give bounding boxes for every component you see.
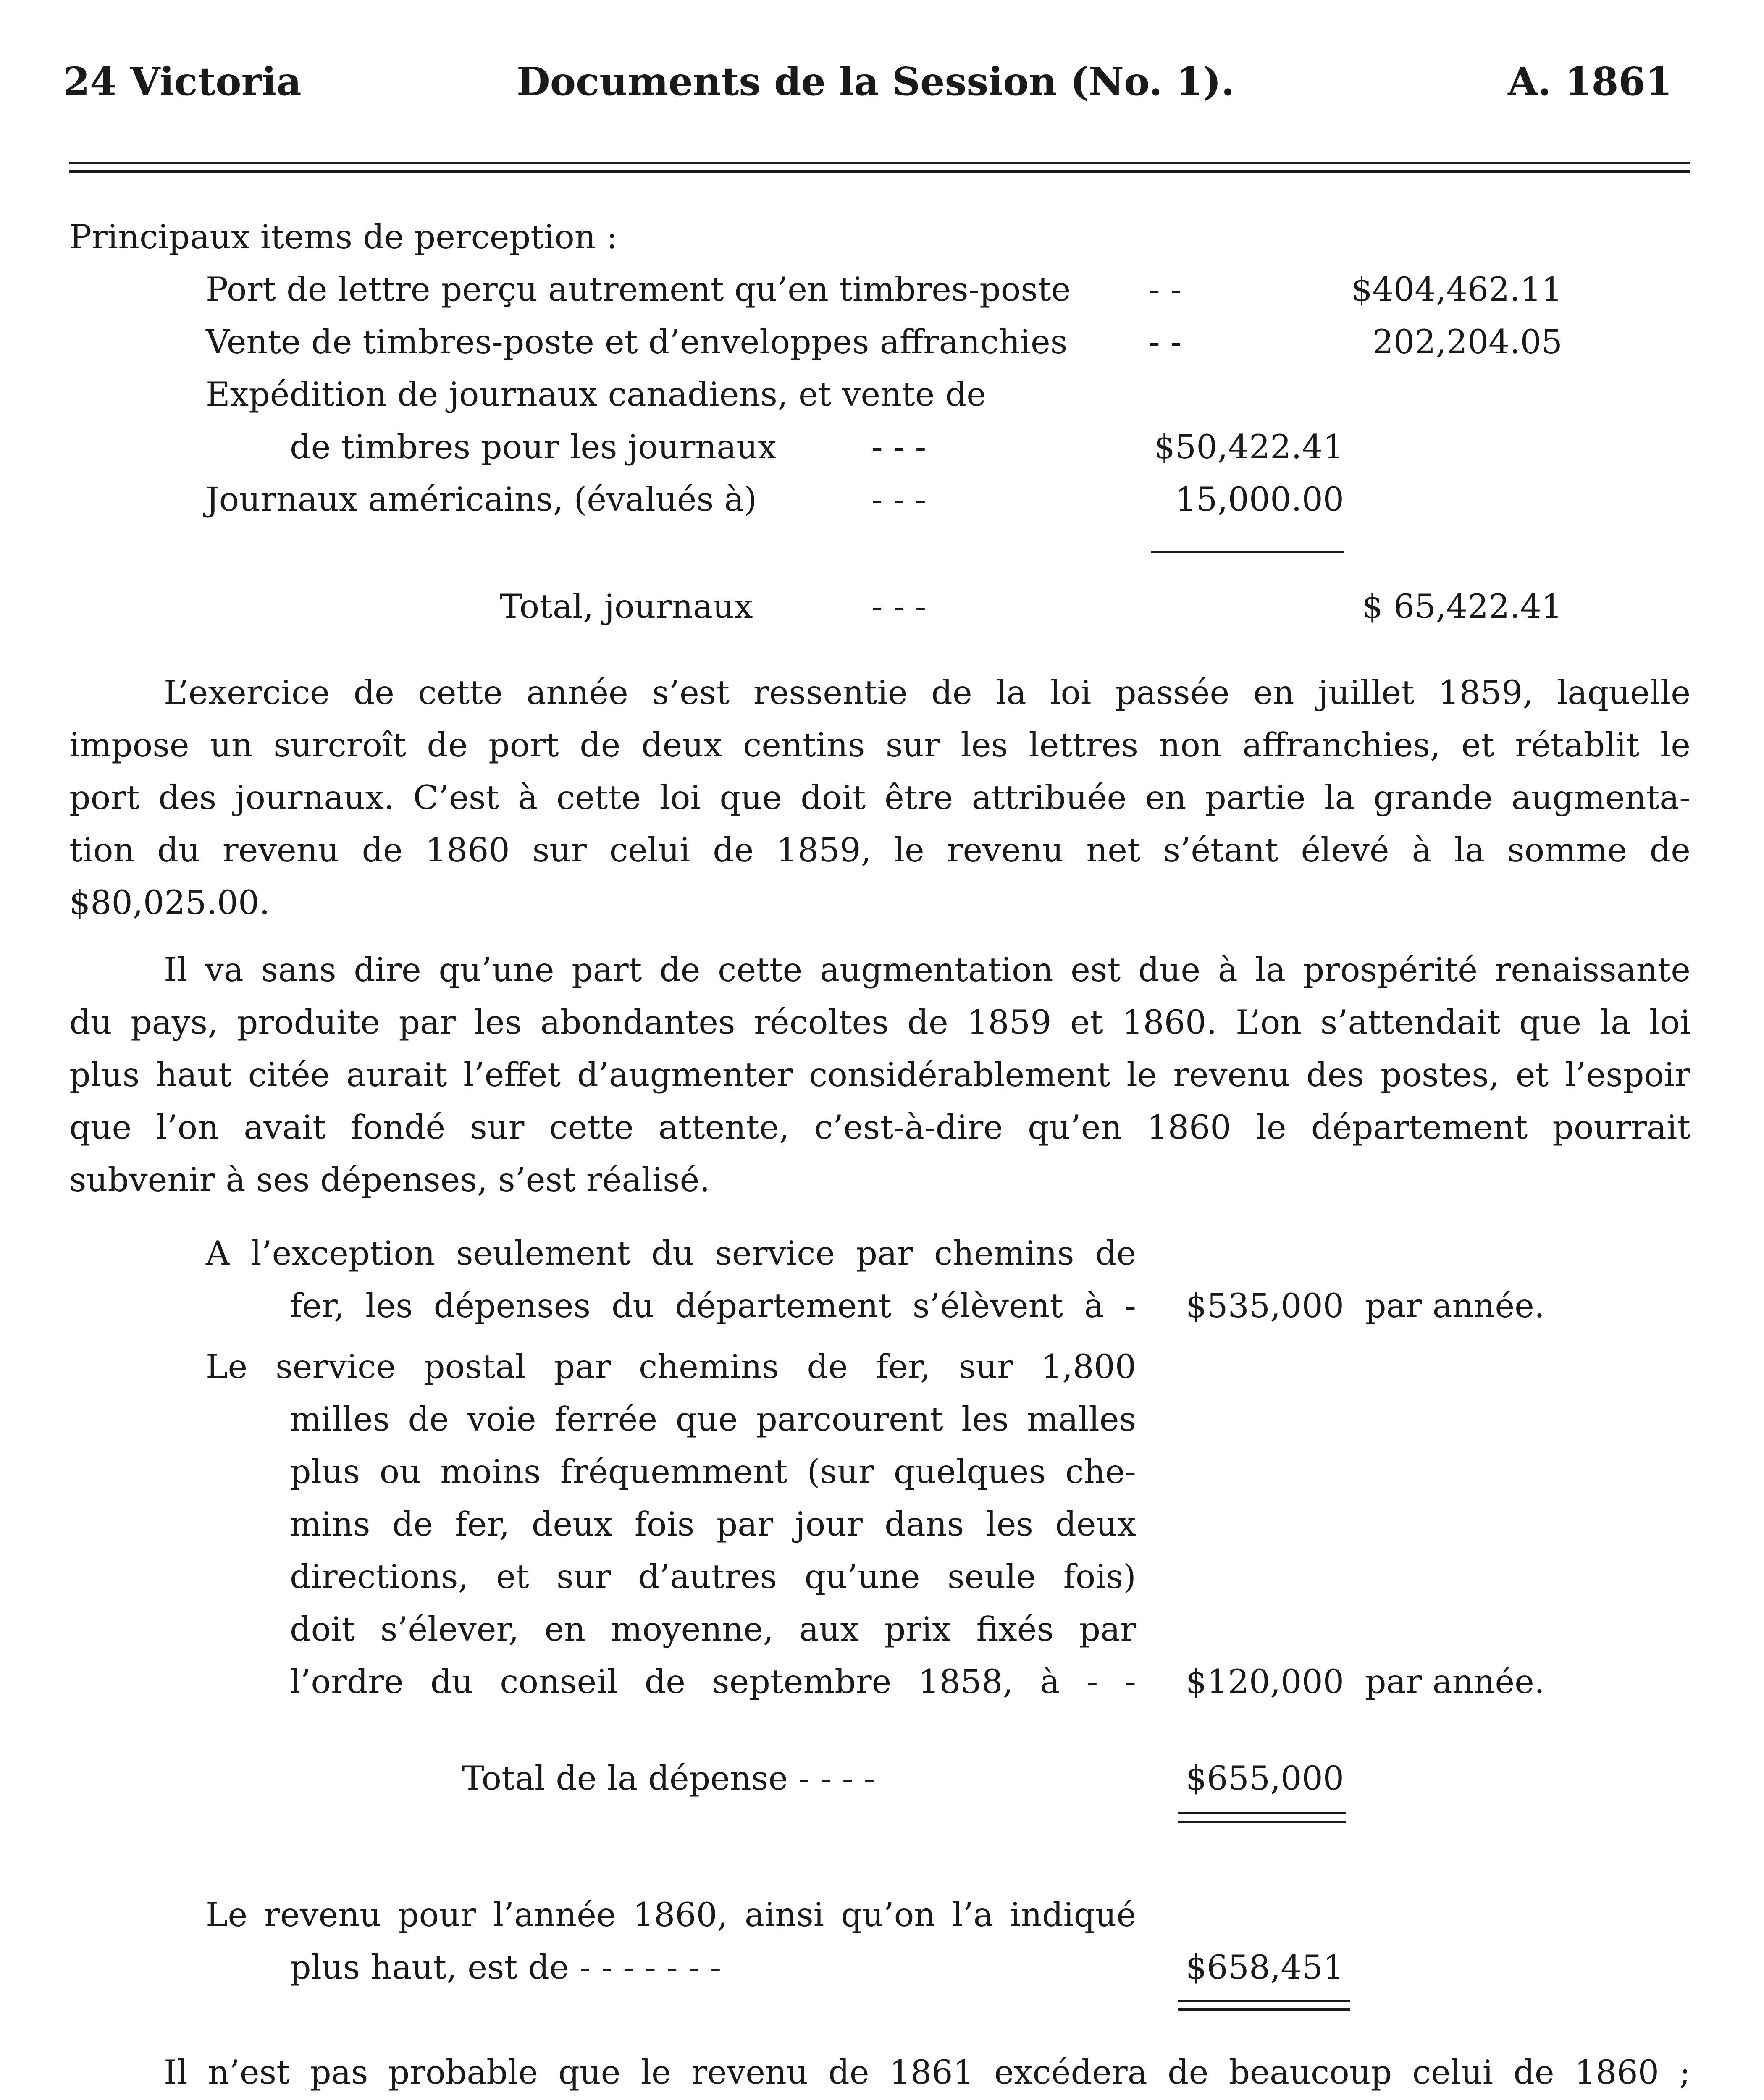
- expense-amount: $120,000: [1186, 1662, 1344, 1701]
- subtotal-rule: [1151, 551, 1344, 553]
- item-label: Expédition de journaux canadiens, et vente de: [206, 375, 986, 414]
- paragraph-line: du pays, produite par les abondantes récoltes de 1859 et 1860. L’on s’attendait que la loi: [69, 1003, 1690, 1042]
- expense-line: milles de voie ferrée que parcourent les malles: [290, 1400, 1136, 1438]
- paragraph-line: Il va sans dire qu’une part de cette augmentation est due à la prospérité renaissante: [164, 950, 1690, 989]
- item-dashes: - -: [1149, 323, 1182, 361]
- header-left: 24 Victoria: [63, 59, 302, 104]
- expense-unit: par année.: [1365, 1286, 1545, 1325]
- total-journaux-amount: $ 65,422.41: [1362, 587, 1562, 626]
- expense-line: mins de fer, deux fois par jour dans les deux: [290, 1505, 1136, 1544]
- header-rule-bottom: [69, 170, 1690, 173]
- total-journaux-dashes: - - -: [872, 587, 927, 626]
- item-amount: $404,462.11: [1351, 270, 1562, 309]
- revenue-amount: $658,451: [1186, 1948, 1344, 1987]
- expense-line: plus ou moins fréquemment (sur quelques che-: [290, 1452, 1136, 1491]
- header-rule-top: [69, 162, 1690, 164]
- item-label: Journaux américains, (évalués à): [206, 480, 757, 519]
- item-dashes: - - -: [872, 428, 927, 466]
- expense-line: A l’exception seulement du service par chemins de: [206, 1234, 1136, 1273]
- total-journaux-label: Total, journaux: [500, 587, 753, 626]
- item-label: Port de lettre perçu autrement qu’en timbres-poste: [206, 270, 1071, 309]
- paragraph-line: $80,025.00.: [69, 883, 270, 922]
- paragraph-line: port des journaux. C’est à cette loi que doit être attribuée en partie la grande augmenta-: [69, 778, 1690, 817]
- expense-unit: par année.: [1365, 1662, 1545, 1701]
- revenue-double-rule-bottom: [1178, 2008, 1350, 2011]
- revenue-line: Le revenu pour l’année 1860, ainsi qu’on l’a indiqué: [206, 1895, 1136, 1934]
- expense-amount: $535,000: [1186, 1286, 1344, 1325]
- header-center: Documents de la Session (No. 1).: [517, 59, 1235, 104]
- expense-line: fer, les dépenses du département s’élèvent à -: [290, 1286, 1136, 1325]
- paragraph-line: plus haut citée aurait l’effet d’augmenter considérablement le revenu des postes, et l’espoir: [69, 1055, 1690, 1094]
- expense-total-label: Total de la dépense - - - -: [462, 1759, 875, 1798]
- item-subamount: 15,000.00: [1175, 480, 1344, 519]
- item-dashes: - -: [1149, 270, 1182, 309]
- paragraph-line: Il n’est pas probable que le revenu de 1861 excédera de beaucoup celui de 1860 ;: [164, 2053, 1690, 2092]
- revenue-double-rule-top: [1178, 2000, 1350, 2002]
- paragraph-line: subvenir à ses dépenses, s’est réalisé.: [69, 1160, 710, 1199]
- expense-total-amount: $655,000: [1186, 1759, 1344, 1798]
- items-intro: Principaux items de perception :: [69, 218, 618, 256]
- header-right: A. 1861: [1508, 59, 1672, 104]
- item-subamount: $50,422.41: [1154, 428, 1344, 466]
- item-amount: 202,204.05: [1372, 323, 1562, 361]
- paragraph-line: L’exercice de cette année s’est ressentie de la loi passée en juillet 1859, laquelle: [164, 673, 1690, 712]
- expense-line: Le service postal par chemins de fer, sur 1,800: [206, 1347, 1136, 1386]
- item-dashes: - - -: [872, 480, 927, 519]
- item-label: de timbres pour les journaux: [290, 428, 777, 466]
- expense-line: l’ordre du conseil de septembre 1858, à - -: [290, 1662, 1136, 1701]
- paragraph-line: que l’on avait fondé sur cette attente, c’est-à-dire qu’en 1860 le département pourrait: [69, 1108, 1690, 1147]
- expense-line: doit s’élever, en moyenne, aux prix fixés par: [290, 1610, 1136, 1648]
- paragraph-line: impose un surcroît de port de deux centins sur les lettres non affranchies, et rétablit le: [69, 726, 1690, 764]
- expense-line: directions, et sur d’autres qu’une seule fois): [290, 1557, 1136, 1596]
- total-double-rule-bottom: [1178, 1821, 1346, 1823]
- total-double-rule-top: [1178, 1812, 1346, 1814]
- revenue-line: plus haut, est de - - - - - - -: [290, 1948, 722, 1987]
- item-label: Vente de timbres-poste et d’enveloppes affranchies: [206, 323, 1068, 361]
- paragraph-line: tion du revenu de 1860 sur celui de 1859, le revenu net s’étant élevé à la somme de: [69, 831, 1690, 869]
